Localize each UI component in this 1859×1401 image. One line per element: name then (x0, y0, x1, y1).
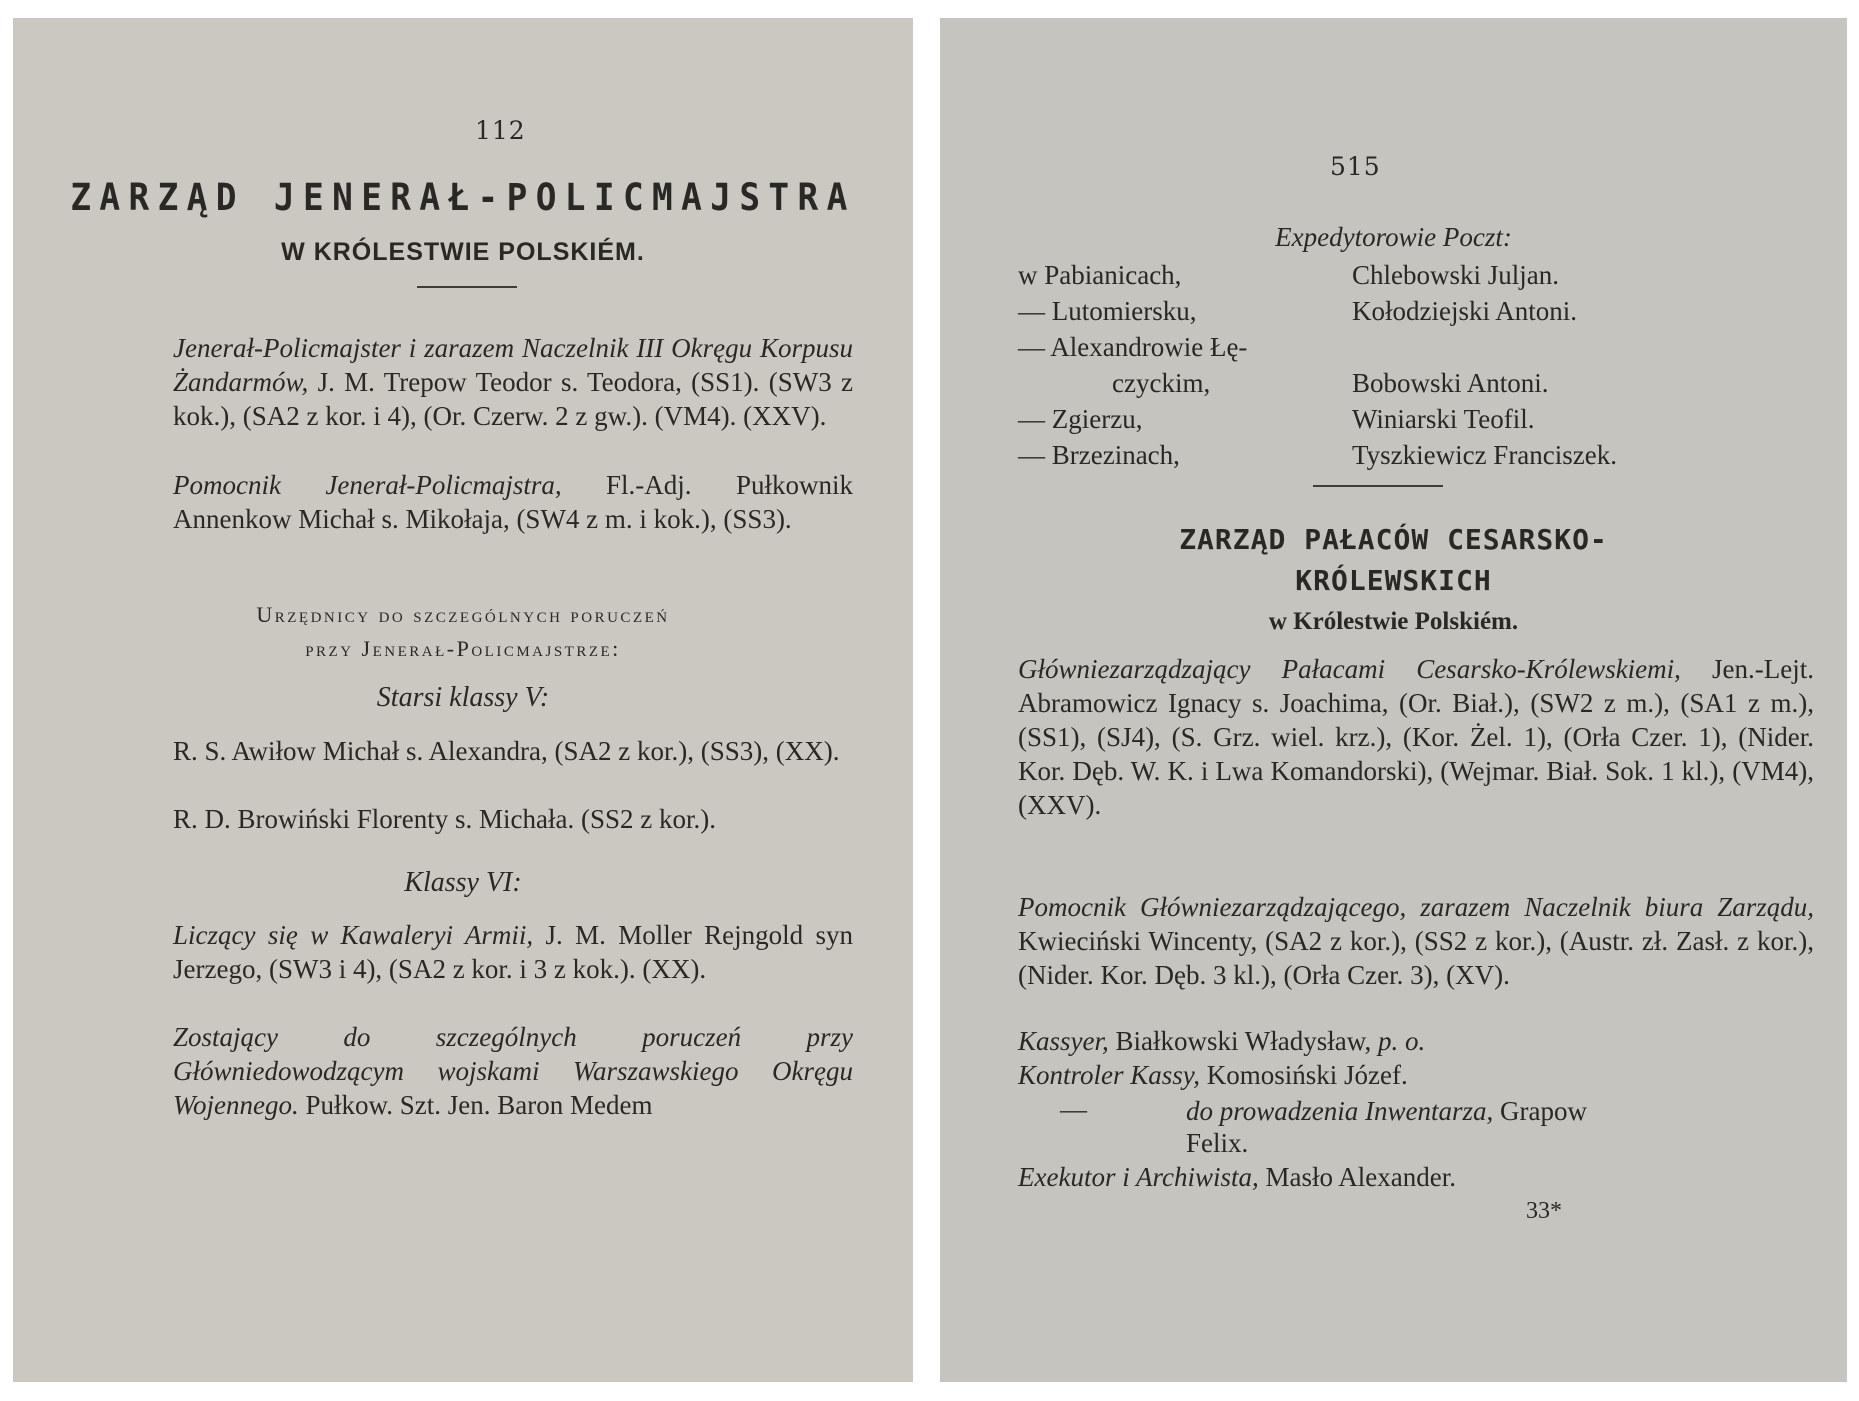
postal-name: Chlebowski Juljan. (1352, 260, 1559, 290)
postal-place: — Alexandrowie Łę- (1018, 332, 1248, 362)
page-number: 112 (475, 116, 526, 145)
entry-medem (173, 1020, 853, 1122)
entry-role: Pomocnik Jenerał-Policmajstra, (173, 470, 562, 500)
entry-role: Liczący się w Kawaleryi Armii, (173, 920, 534, 950)
postal-place: czyckim, (1112, 368, 1211, 398)
entry-pomocnik (1018, 890, 1814, 992)
section-heading: Urzędnicy do szczególnych poruczeń (256, 602, 670, 627)
page-title-continued: KRÓLEWSKICH (1295, 564, 1492, 597)
entry-text: Kwieciński Wincenty, (SA2 z kor.), (SS2 z kor.), (Austr. zł. Zasł. z kor.), (Nider. Kor. Dęb. 3 kl.), (Orła Czer. 3), (XV). (1018, 926, 1814, 990)
entry-exekutor (1018, 1162, 1456, 1193)
postal-name: Bobowski Antoni. (1352, 368, 1549, 398)
entry-text: Masło Alexander. (1265, 1162, 1456, 1192)
entry-note: p. o. (1378, 1026, 1426, 1056)
entry-text: Grapow (1500, 1096, 1587, 1126)
entry-moller (173, 918, 853, 986)
left-page (13, 18, 913, 1382)
entry-text: J. M. Moller Rejngold syn Jerzego, (SW3 i 4), (SA2 z kor. i 3 z kok.). (XX). (173, 920, 853, 984)
page-number: 515 (1330, 152, 1381, 181)
entry-role: Jenerał-Policmajster i zarazem Naczelnik III Okręgu Korpusu Żandarmów, (173, 333, 853, 397)
entry-role: Kassyer, (1018, 1026, 1109, 1056)
entry-role: do prowadzenia Inwentarza, (1186, 1096, 1494, 1126)
entry-role: Zostający do szczególnych poruczeń przy Główniedowodzącym wojskami Warszawskiego Okręgu Wojennego. (173, 1022, 853, 1120)
entry-role: Kontroler Kassy, (1018, 1060, 1201, 1090)
postal-place: — Lutomiersku, (1018, 296, 1197, 326)
postal-heading: Expedytorowie Poczt: (1275, 222, 1512, 252)
signature-mark: 33* (1526, 1198, 1562, 1224)
postal-place: — Zgierzu, (1018, 404, 1143, 434)
entry-continued: Felix. (1186, 1128, 1249, 1158)
divider (417, 286, 517, 288)
class-heading: Klassy VI: (404, 867, 522, 898)
page-subtitle: w Królestwie Polskiém. (1268, 608, 1519, 635)
entry-text: Białkowski Władysław, (1115, 1026, 1372, 1056)
entry-inwentarz (1186, 1096, 1587, 1127)
entry-text: Pułkow. Szt. Jen. Baron Medem (305, 1090, 653, 1120)
entry-glowniezarzadzajacy (1018, 652, 1814, 822)
postal-name: Winiarski Teofil. (1352, 404, 1535, 434)
postal-place: — Brzezinach, (1018, 440, 1180, 470)
entry-role: Główniezarządzający Pałacami Cesarsko-Królewskiemi, (1018, 654, 1681, 684)
list-item: R. S. Awiłow Michał s. Alexandra, (SA2 z kor.), (SS3), (XX). (173, 736, 840, 766)
postal-name: Kołodziejski Antoni. (1352, 296, 1577, 326)
class-heading: Starsi klassy V: (376, 682, 550, 713)
divider (1313, 485, 1443, 487)
list-item: R. D. Browiński Florenty s. Michała. (SS2 z kor.). (173, 804, 716, 834)
page-subtitle: W KRÓLESTWIE POLSKIÉM. (281, 238, 645, 266)
page-title: ZARZĄD JENERAŁ-POLICMAJSTRA (70, 176, 856, 219)
right-page (940, 18, 1847, 1382)
entry-role: Exekutor i Archiwista, (1018, 1162, 1259, 1192)
entry-kontroler (1018, 1060, 1408, 1091)
postal-place: w Pabianicach, (1018, 260, 1182, 290)
entry-text: Jen.-Lejt. Abramowicz Ignacy s. Joachima, (Or. Biał.), (SW2 z m.), (SA1 z m.), (SS1), (SJ4), (S. Grz. wiel. krz.), (Kor. Żel. 1), (Orła Czer. 1), (Nider. Kor. Dęb. W. K. i Lwa Komandorski), (Wejmar. Biał. Sok. 1 kl.), (VM4), (XXV). (1018, 654, 1814, 820)
entry-pomocnik (173, 468, 853, 536)
section-heading: przy Jenerał-Policmajstrze: (305, 636, 621, 661)
page-title: ZARZĄD PAŁACÓW CESARSKO- (1179, 523, 1608, 556)
postal-name: Tyszkiewicz Franciszek. (1352, 440, 1618, 470)
entry-kassyer (1018, 1026, 1425, 1057)
entry-text: Fl.-Adj. Pułkownik Annenkow Michał s. Mikołaja, (SW4 z m. i kok.), (SS3). (173, 470, 853, 534)
entry-text: Komosiński Józef. (1206, 1060, 1408, 1090)
entry-dash: — (1060, 1094, 1087, 1124)
entry-role: Pomocnik Główniezarządzającego, zarazem Naczelnik biura Zarządu, (1018, 892, 1814, 922)
entry-text: J. M. Trepow Teodor s. Teodora, (SS1). (SW3 z kok.), (SA2 z kor. i 4), (Or. Czerw. 2 z gw.). (VM4). (XXV). (173, 367, 854, 431)
entry-jeneral-policmajster (173, 331, 853, 433)
